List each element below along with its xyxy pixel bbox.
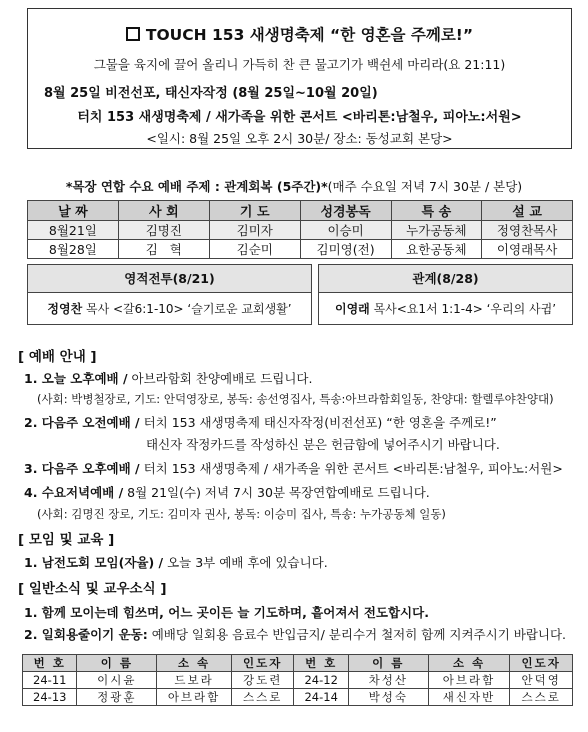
worship-item-2: 2. 다음주 오전예배 / 터치 153 새생명축제 태신자작정(비전선포) “한 영혼을 주께로!” [24,415,497,430]
worship-item-4: 4. 수요저녁예배 / 8월 21일(수) 저녁 7시 30분 목장연합예배로 드립니다. [24,485,430,500]
col-prayer: 기 도 [209,201,300,221]
cell: 김미영(전) [300,240,391,259]
col-reading: 성경봉독 [300,201,391,221]
cell: 이시윤 [77,672,157,689]
wednesday-worship-theme: *목장 연합 수요 예배 주제 : 관계회복 (5주간)*(매주 수요일 저녁 7시 30분 / 본당) [65,179,523,194]
sermon-card-2 [318,264,573,325]
worship-item-4-detail: (사회: 김명진 장로, 기도: 김미자 권사, 봉독: 이승미 집사, 특송: 누가공동체 일동) [37,507,446,521]
worship-schedule-table [27,200,573,259]
event-time-place: <일시: 8월 25일 오후 2시 30분/ 장소: 동성교회 본당> [146,131,453,146]
cell: 아브라함 [428,672,510,689]
table-row [28,240,573,259]
worship-item-3: 3. 다음주 오후예배 / 터치 153 새생명축제 / 새가족을 위한 콘서트 <바리톤:남철우, 피아노:서원> [24,461,563,476]
cell: 드보라 [157,672,232,689]
cell: 안덕영 [510,672,573,689]
cell: 소 속 [428,655,510,672]
sermon-card-1 [27,264,312,325]
col-special-song: 특 송 [391,201,482,221]
cell: 아브라함 [157,689,232,706]
bible-verse: 그물을 육지에 끌어 올리니 가득히 찬 큰 물고기가 백쉰세 마리라(요 21:11) [93,57,506,72]
usher-table [22,654,573,706]
table-row [23,672,573,689]
cell: 스스로 [231,689,294,706]
cell: 김명진 [118,221,209,240]
sermon-detail: 이영래 목사<요1서 1:1-4> ‘우리의 사귐’ [334,302,557,316]
cell: 8월21일 [28,221,119,240]
sermon-detail: 정영찬 목사 <갈6:1-10> ‘슬기로운 교회생활’ [47,302,292,316]
cell: 새신자반 [428,689,510,706]
cell: 요한공동체 [391,240,482,259]
festival-announcement-box [27,8,572,149]
cell: 번 호 [294,655,348,672]
sermon-heading: 영적전투(8/21) [28,265,311,293]
worship-item-1-detail: (사회: 박병철장로, 기도: 안덕영장로, 봉독: 송선영집사, 특송:아브라함회일동, 찬양대: 할렐루야찬양대) [37,392,554,406]
cell: 정광훈 [77,689,157,706]
cell: 차성산 [348,672,428,689]
concert-line: 터치 153 새생명축제 / 새가족을 위한 콘서트 <바리톤:남철우, 피아노:서원> [77,110,522,125]
table-row [23,689,573,706]
cell: 김 혁 [118,240,209,259]
cell: 24-11 [23,672,77,689]
cell: 8월28일 [28,240,119,259]
col-date: 날 짜 [28,201,119,221]
news-item-2: 2. 일회용줄이기 운동: 예배당 일회용 음료수 반입금지/ 분리수거 철저히 함께 지켜주시기 바랍니다. [24,627,567,642]
cell: 번 호 [23,655,77,672]
worship-item-2-detail: 태신자 작정카드를 작성하신 분은 헌금함에 넣어주시기 바랍니다. [146,437,500,452]
cell: 스스로 [510,689,573,706]
cell: 24-13 [23,689,77,706]
cell: 24-12 [294,672,348,689]
cell: 박성숙 [348,689,428,706]
table-row [28,221,573,240]
vision-date-line: 8월 25일 비전선포, 태신자작정 (8월 25일~10월 20일) [44,86,378,101]
news-item-1: 1. 함께 모이는데 힘쓰며, 어느 곳이든 늘 기도하며, 흩어져서 전도합시다. [24,605,429,620]
cell: 누가공동체 [391,221,482,240]
festival-title: TOUCH 153 새생명축제 “한 영혼을 주께로!” [28,23,571,45]
cell: 소 속 [157,655,232,672]
news-title: [ 일반소식 및 교우소식 ] [18,581,167,597]
meeting-item-1: 1. 남전도회 모임(자율) / 오늘 3부 예배 후에 있습니다. [24,555,328,570]
cell: 정영찬목사 [482,221,573,240]
cell: 24-14 [294,689,348,706]
usher-header-row [23,655,573,672]
worship-info-title: [ 예배 안내 ] [18,349,97,365]
sermon-heading: 관계(8/28) [319,265,572,293]
cell: 김순미 [209,240,300,259]
cell: 이 름 [348,655,428,672]
cell: 이 름 [77,655,157,672]
cell: 김미자 [209,221,300,240]
cell: 인도자 [231,655,294,672]
worship-item-1: 1. 오늘 오후예배 / 아브라함회 찬양예배로 드립니다. [24,371,313,386]
cell: 이영래목사 [482,240,573,259]
col-sermon: 설 교 [482,201,573,221]
cell: 인도자 [510,655,573,672]
col-host: 사 회 [118,201,209,221]
checkbox-icon [126,27,140,41]
meetings-title: [ 모임 및 교육 ] [18,532,115,548]
schedule-header-row [28,201,573,221]
cell: 이승미 [300,221,391,240]
cell: 강도련 [231,672,294,689]
